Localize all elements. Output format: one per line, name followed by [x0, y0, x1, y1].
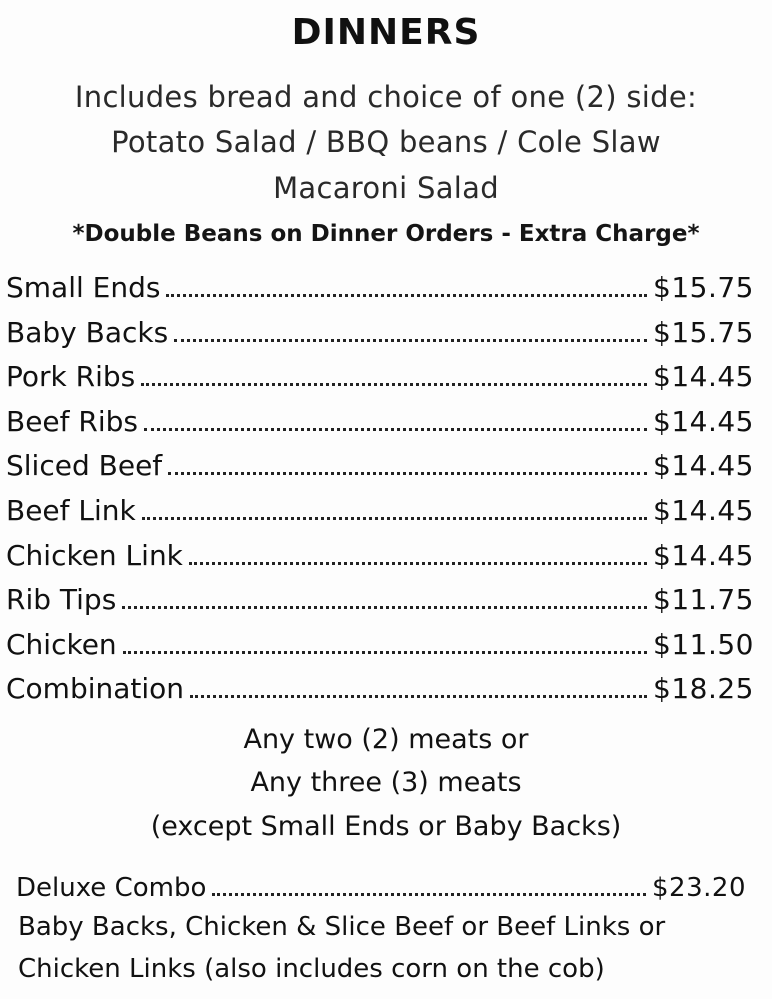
- dot-leader: [166, 286, 647, 297]
- dot-leader: [168, 464, 647, 475]
- dot-leader: [190, 687, 647, 698]
- subtitle-line-1: Includes bread and choice of one (2) side:: [74, 80, 698, 114]
- item-name: Chicken Link: [6, 538, 183, 572]
- menu-item: [6, 578, 754, 623]
- combination-description-line-2: Any three (3) meats: [250, 767, 522, 798]
- menu-title: DINNERS: [291, 12, 481, 53]
- item-price: $14.45: [653, 360, 754, 394]
- dot-leader: [122, 598, 647, 609]
- item-price: $15.75: [653, 315, 754, 349]
- dot-leader: [212, 885, 646, 896]
- menu-item: [6, 311, 754, 356]
- dot-leader: [141, 375, 647, 386]
- item-price: $11.75: [653, 583, 754, 617]
- item-name: Baby Backs: [6, 315, 169, 349]
- item-name: Sliced Beef: [6, 449, 163, 483]
- deluxe-description-line-2: Chicken Links (also includes corn on the cob): [18, 954, 605, 984]
- combination-description-line-1: Any two (2) meats or: [243, 724, 529, 755]
- dot-leader: [174, 331, 647, 342]
- item-price: $14.45: [653, 493, 754, 527]
- menu-item: [6, 489, 754, 534]
- menu-item: [6, 623, 754, 668]
- item-name: Combination: [6, 672, 185, 706]
- item-name: Beef Ribs: [6, 404, 139, 438]
- item-name: Pork Ribs: [6, 360, 136, 394]
- menu-item: [6, 444, 754, 489]
- combination-description-line-3: (except Small Ends or Baby Backs): [150, 811, 622, 842]
- deluxe-description-line-1: Baby Backs, Chicken & Slice Beef or Beef Links or: [18, 912, 666, 942]
- dot-leader: [144, 420, 647, 431]
- item-price: $11.50: [653, 627, 754, 661]
- item-price: $23.20: [652, 873, 746, 903]
- subtitle-line-2: Potato Salad / BBQ beans / Cole Slaw: [111, 125, 661, 159]
- menu-item: [6, 400, 754, 445]
- item-price: $14.45: [653, 404, 754, 438]
- item-price: $18.25: [653, 672, 754, 706]
- item-price: $14.45: [653, 449, 754, 483]
- menu-item: [16, 866, 746, 911]
- menu-item: [6, 534, 754, 579]
- item-name: Beef Link: [6, 493, 136, 527]
- dinner-item-list: [6, 266, 754, 712]
- item-name: Chicken: [6, 627, 117, 661]
- item-name: Deluxe Combo: [16, 873, 207, 903]
- item-price: $14.45: [653, 538, 754, 572]
- dot-leader: [189, 554, 647, 565]
- menu-item: [6, 266, 754, 311]
- subtitle-line-3: Macaroni Salad: [273, 171, 499, 205]
- item-name: Rib Tips: [6, 583, 117, 617]
- deluxe-combo: [16, 866, 746, 911]
- menu-item: [6, 667, 754, 712]
- item-price: $15.75: [653, 271, 754, 304]
- dot-leader: [142, 509, 647, 520]
- extra-charge-note: *Double Beans on Dinner Orders - Extra Charge*: [72, 221, 700, 247]
- menu-item: [6, 355, 754, 400]
- item-name: Small Ends: [6, 271, 161, 304]
- dot-leader: [123, 643, 647, 654]
